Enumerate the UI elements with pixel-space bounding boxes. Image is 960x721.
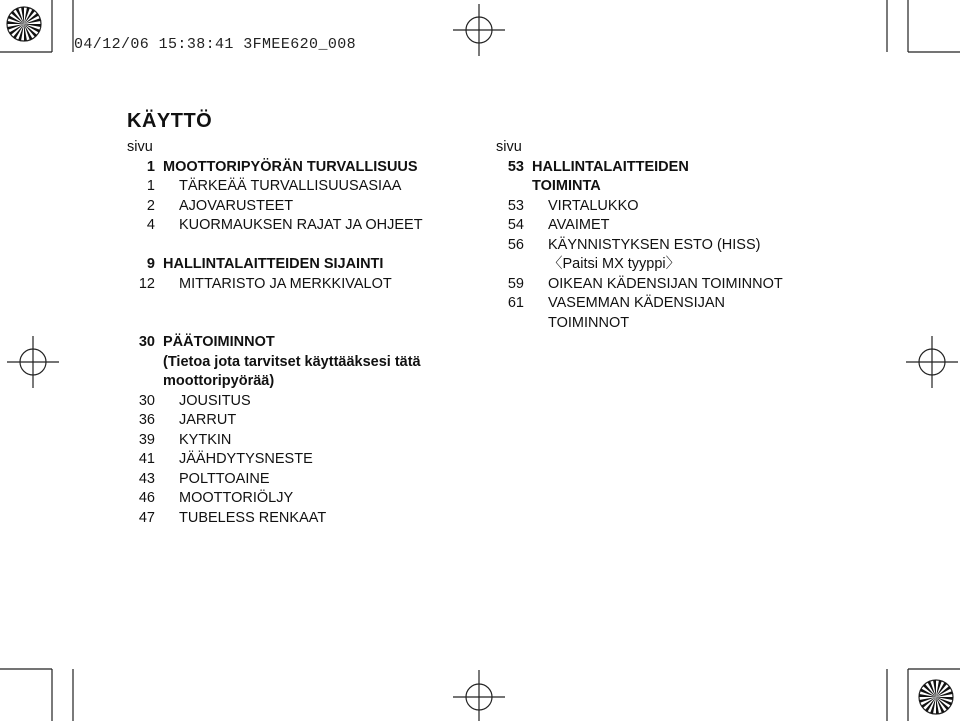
toc-page-number: 30 (138, 334, 155, 350)
toc-page-number (127, 353, 155, 373)
toc-page-number: 4 (146, 217, 155, 233)
toc-entry-text: KYTKIN (179, 431, 232, 448)
starburst-wedge (936, 697, 949, 710)
toc-entry-text: 〈Paitsi MX tyyppi〉 (548, 256, 681, 272)
toc-page-number: 61 (507, 295, 524, 311)
toc-page-number: 2 (146, 197, 155, 214)
toc-section-entry (496, 158, 783, 178)
sivu-label-right: sivu (496, 139, 522, 155)
toc-page-number (496, 314, 524, 334)
crosshair-right (906, 336, 958, 388)
toc-entry-text: JOUSITUS (179, 392, 251, 409)
crosshair-bottom (453, 670, 505, 721)
page-title: KÄYTTÖ (127, 110, 213, 132)
toc-entry (496, 216, 783, 236)
toc-right-column (496, 138, 783, 333)
toc-entry (127, 450, 423, 470)
row-spacer (127, 236, 423, 256)
starburst-wedge (24, 24, 37, 37)
toc-entry (127, 392, 423, 412)
toc-entry (127, 197, 423, 217)
toc-page-number: 30 (138, 392, 155, 409)
toc-left-rows (127, 158, 423, 529)
toc-section-entry (127, 158, 423, 178)
toc-entry (127, 353, 423, 373)
toc-entry-text: TOIMINNOT (548, 314, 630, 331)
starburst-wedge (923, 684, 936, 697)
toc-page-number: 12 (138, 275, 155, 292)
toc-entry (127, 431, 423, 451)
toc-entry-text: (Tietoa jota tarvitset käyttääksesi tätä (163, 353, 421, 370)
toc-entry-text: KUORMAUKSEN RAJAT JA OHJEET (179, 217, 423, 233)
toc-page-number: 54 (507, 217, 524, 233)
toc-page-number: 1 (146, 178, 155, 194)
crosshair-left (7, 336, 59, 388)
toc-entry-text: MITTARISTO JA MERKKIVALOT (179, 275, 392, 292)
toc-entry-text: AJOVARUSTEET (179, 197, 294, 214)
toc-page-number: 1 (146, 158, 155, 175)
toc-section-entry (127, 333, 423, 353)
toc-entry-text: MOOTTORIPYÖRÄN TURVALLISUUS (163, 158, 418, 175)
toc-entry-text: moottoripyörää) (163, 373, 275, 389)
toc-entry-text: OIKEAN KÄDENSIJAN TOIMINNOT (548, 275, 783, 292)
toc-entry-text: TOIMINTA (532, 178, 601, 194)
toc-page-number: 41 (138, 451, 155, 467)
toc-entry (496, 197, 783, 217)
toc-entry (127, 411, 423, 431)
toc-entry (496, 314, 783, 334)
toc-entry-text: VASEMMAN KÄDENSIJAN (548, 295, 725, 311)
toc-page-number: 43 (138, 470, 155, 487)
toc-page-number: 59 (507, 275, 524, 292)
toc-entry-text: MOOTTORIÖLJY (179, 490, 294, 506)
toc-page-number: 47 (138, 509, 155, 526)
crosshair-top (453, 4, 505, 56)
toc-entry (127, 372, 423, 392)
toc-entry-text: KÄYNNISTYKSEN ESTO (HISS) (548, 236, 761, 253)
toc-entry (496, 255, 783, 275)
toc-page-number: 9 (146, 256, 155, 272)
toc-page-number (496, 177, 524, 197)
toc-page-number: 39 (138, 431, 155, 448)
toc-entry-text: TÄRKEÄÄ TURVALLISUUSASIAA (179, 178, 402, 194)
toc-entry (127, 470, 423, 490)
toc-section-entry (496, 177, 783, 197)
toc-page-number: 46 (138, 490, 155, 506)
toc-page-number (127, 372, 155, 392)
toc-right-rows (496, 158, 783, 334)
toc-page-number: 36 (138, 412, 155, 428)
toc-entry-text: TUBELESS RENKAAT (179, 509, 327, 526)
toc-entry (127, 275, 423, 295)
toc-page-number: 53 (507, 158, 524, 175)
toc-entry (127, 509, 423, 529)
toc-entry-text: HALLINTALAITTEIDEN SIJAINTI (163, 256, 384, 272)
toc-entry (496, 294, 783, 314)
toc-entry (127, 177, 423, 197)
toc-section-entry (127, 255, 423, 275)
toc-entry-text: POLTTOAINE (179, 470, 270, 487)
toc-entry-text: JARRUT (179, 412, 237, 428)
toc-entry (127, 489, 423, 509)
toc-entry-text: PÄÄTOIMINNOT (163, 334, 275, 350)
toc-entry-text: AVAIMET (548, 217, 610, 233)
starburst-mark-bottom-right (919, 680, 953, 714)
starburst-wedge (11, 11, 24, 24)
toc-entry (496, 236, 783, 256)
row-spacer (127, 314, 423, 334)
toc-page-number (496, 255, 524, 275)
print-header-line: 04/12/06 15:38:41 3FMEE620_008 (74, 36, 357, 53)
toc-entry-text: HALLINTALAITTEIDEN (532, 158, 689, 175)
toc-entry (496, 275, 783, 295)
toc-entry (127, 216, 423, 236)
toc-page-number: 53 (507, 197, 524, 214)
row-spacer (127, 294, 423, 314)
sivu-label-left: sivu (127, 139, 153, 155)
toc-entry-text: JÄÄHDYTYSNESTE (179, 451, 313, 467)
toc-left-column (127, 138, 423, 528)
starburst-mark-top-left (7, 7, 41, 41)
toc-entry-text: VIRTALUKKO (548, 197, 639, 214)
toc-page-number: 56 (507, 236, 524, 253)
